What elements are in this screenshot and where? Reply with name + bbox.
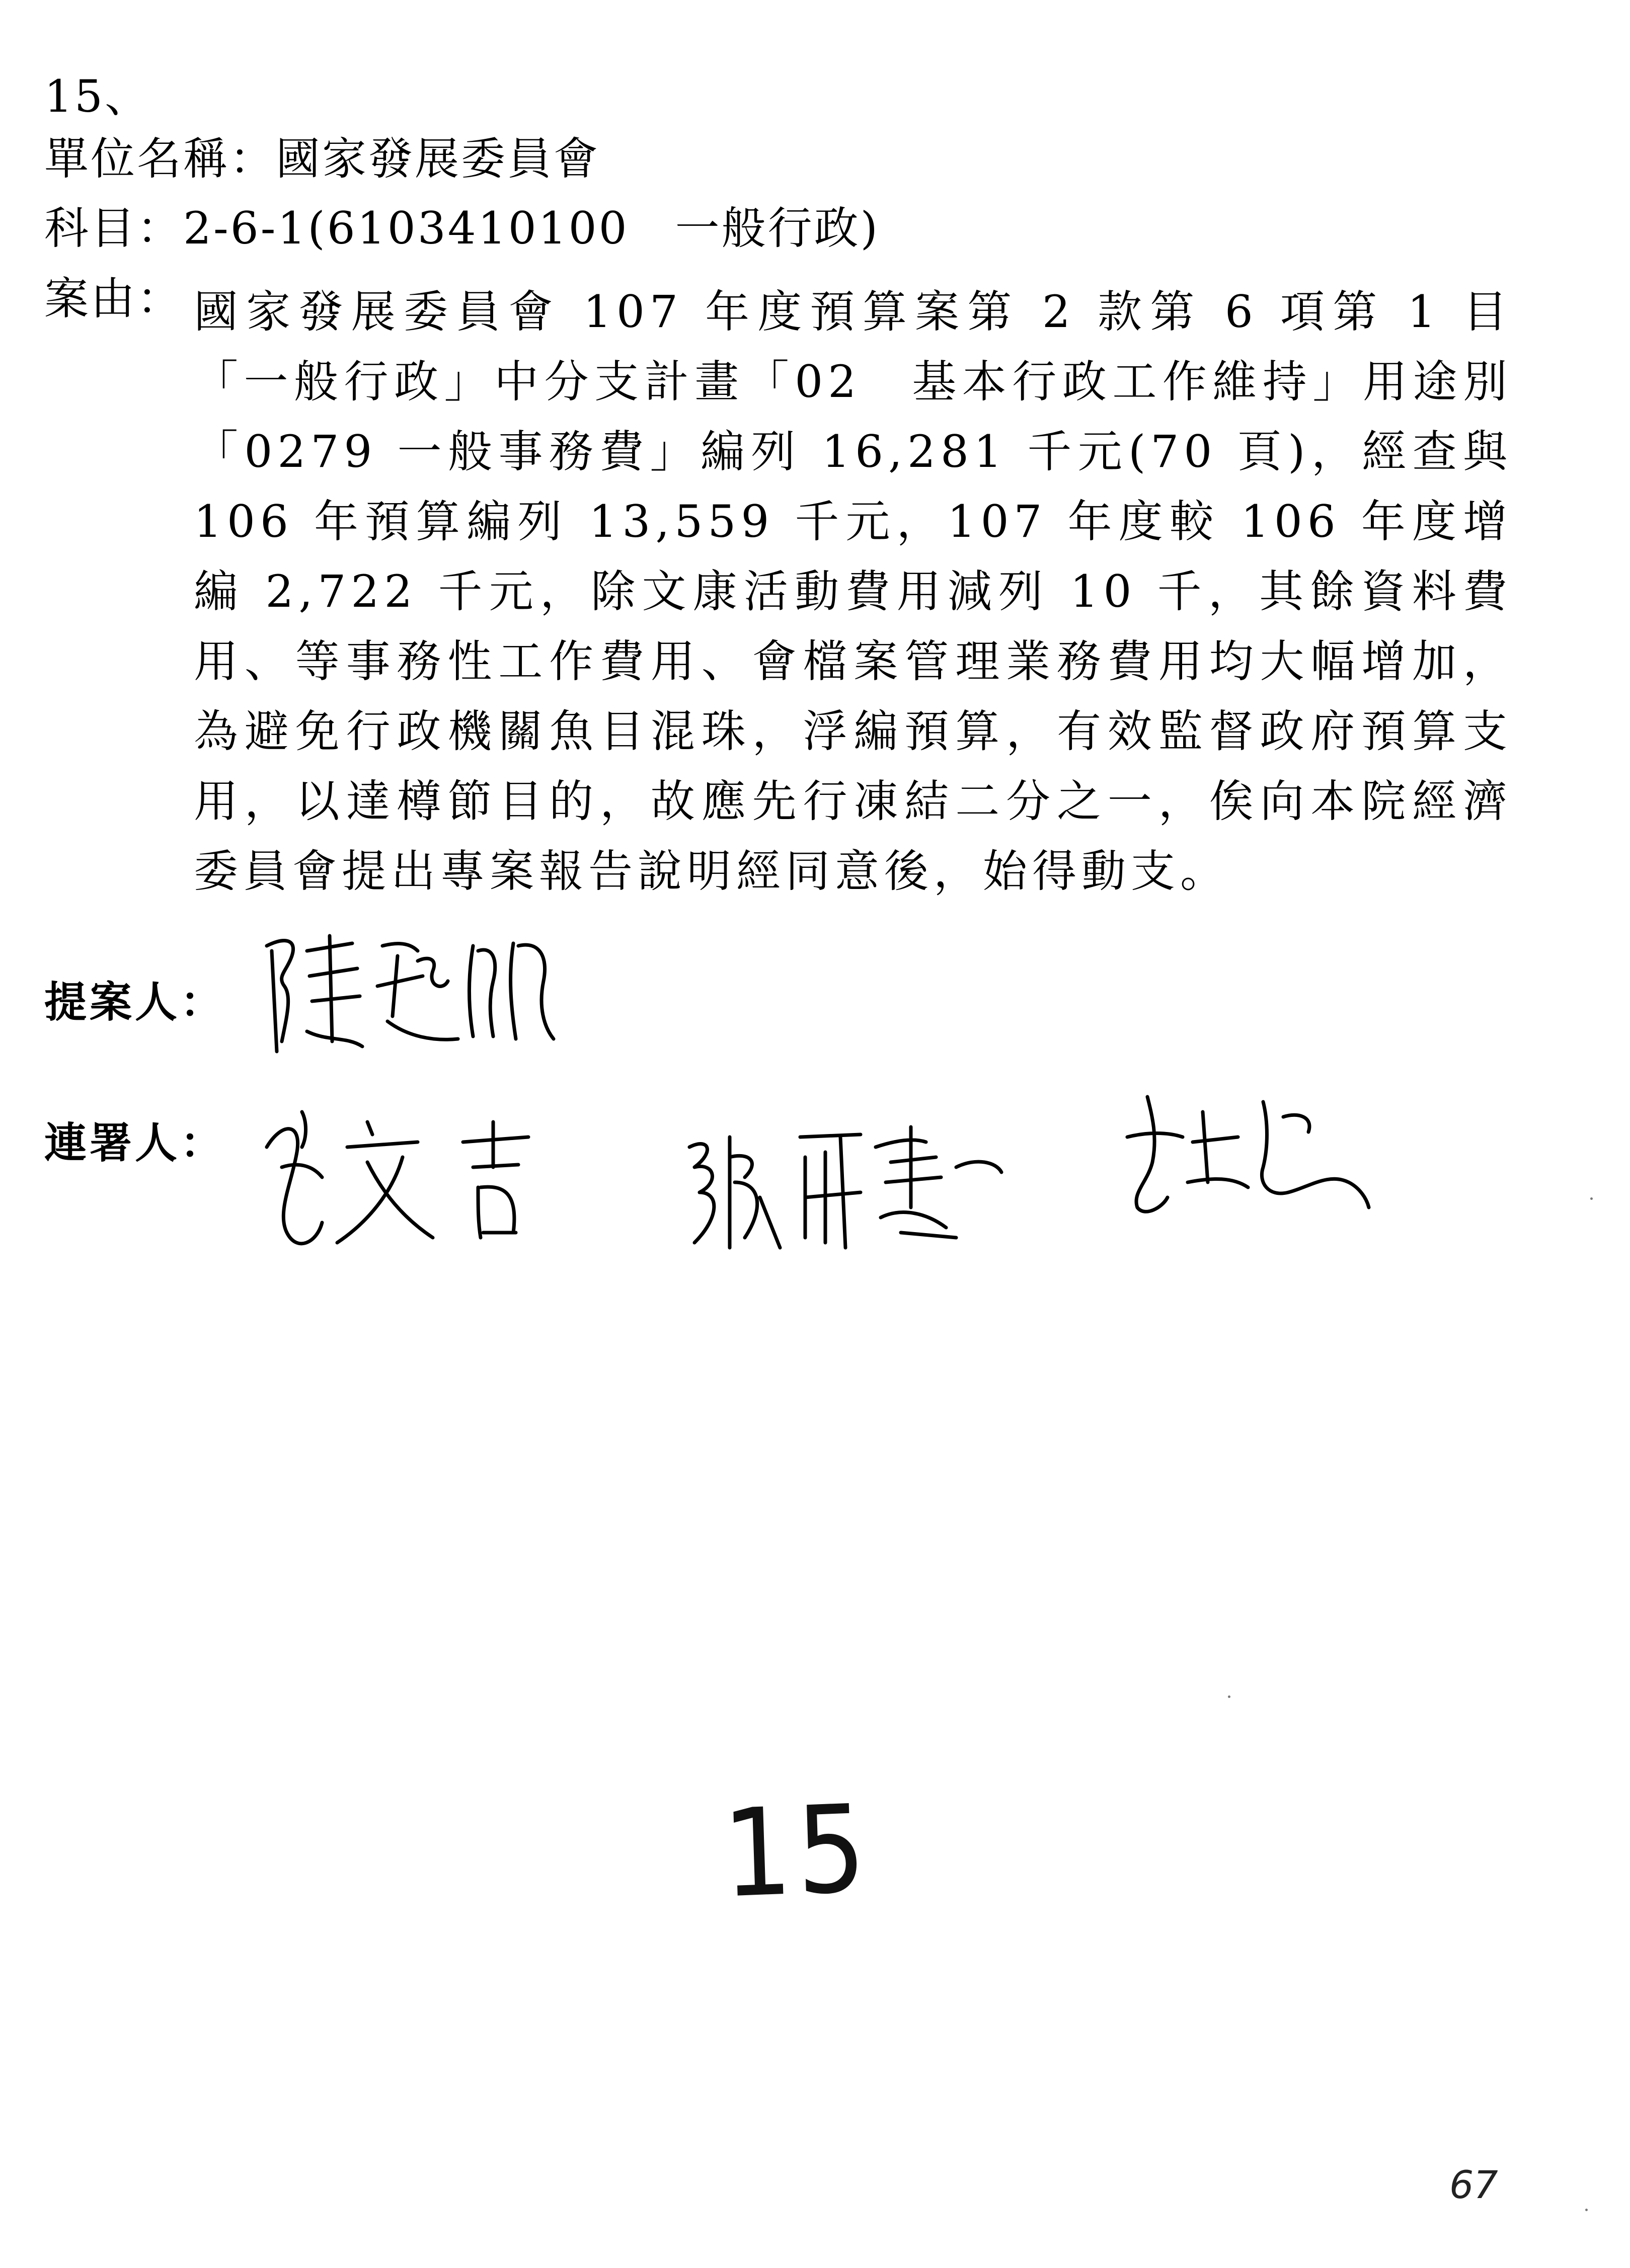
scan-speck	[1585, 2209, 1588, 2211]
unit-name: 單位名稱：國家發展委員會	[44, 133, 600, 185]
scan-speck	[1228, 1695, 1230, 1698]
cosigner-signature-1	[252, 1092, 639, 1258]
item-number: 15、	[44, 70, 151, 122]
reason-label: 案由：	[44, 273, 184, 325]
proposer-label: 提案人：	[44, 978, 226, 1027]
cosigner-signature-2	[674, 1107, 1017, 1258]
cosigner-signature-3	[1117, 1082, 1379, 1223]
scan-speck	[1590, 1197, 1593, 1200]
page-number: 67	[1449, 2162, 1498, 2207]
stamp-number: 15	[720, 1778, 873, 1925]
reason-body: 國家發展委員會 107 年度預算案第 2 款第 6 項第 1 目「一般行政」中分支計畫「02 基本行政工作維持」用途別「0279 一般事務費」編列 16,281 千元(70 頁)，經查與 106 年預算編列 13,559 千元，107 年度較 106 年度增編 2,722 千元，除文康活動費用減列 10 千，其餘資料費用、等事務性工作費用、會檔案管理業務費用均大幅增加，為避免行政機關魚目混珠，浮編預算，有效監督政府預算支用，以達樽節目的，故應先行凍結二分之一，俟向本院經濟委員會提出專案報告說明經同意後，始得動支。	[194, 286, 1512, 897]
cosigner-label: 連署人：	[44, 1118, 226, 1168]
proposer-signature	[257, 916, 569, 1067]
budget-subject: 科目：2-6-1(6103410100 一般行政)	[44, 202, 880, 254]
